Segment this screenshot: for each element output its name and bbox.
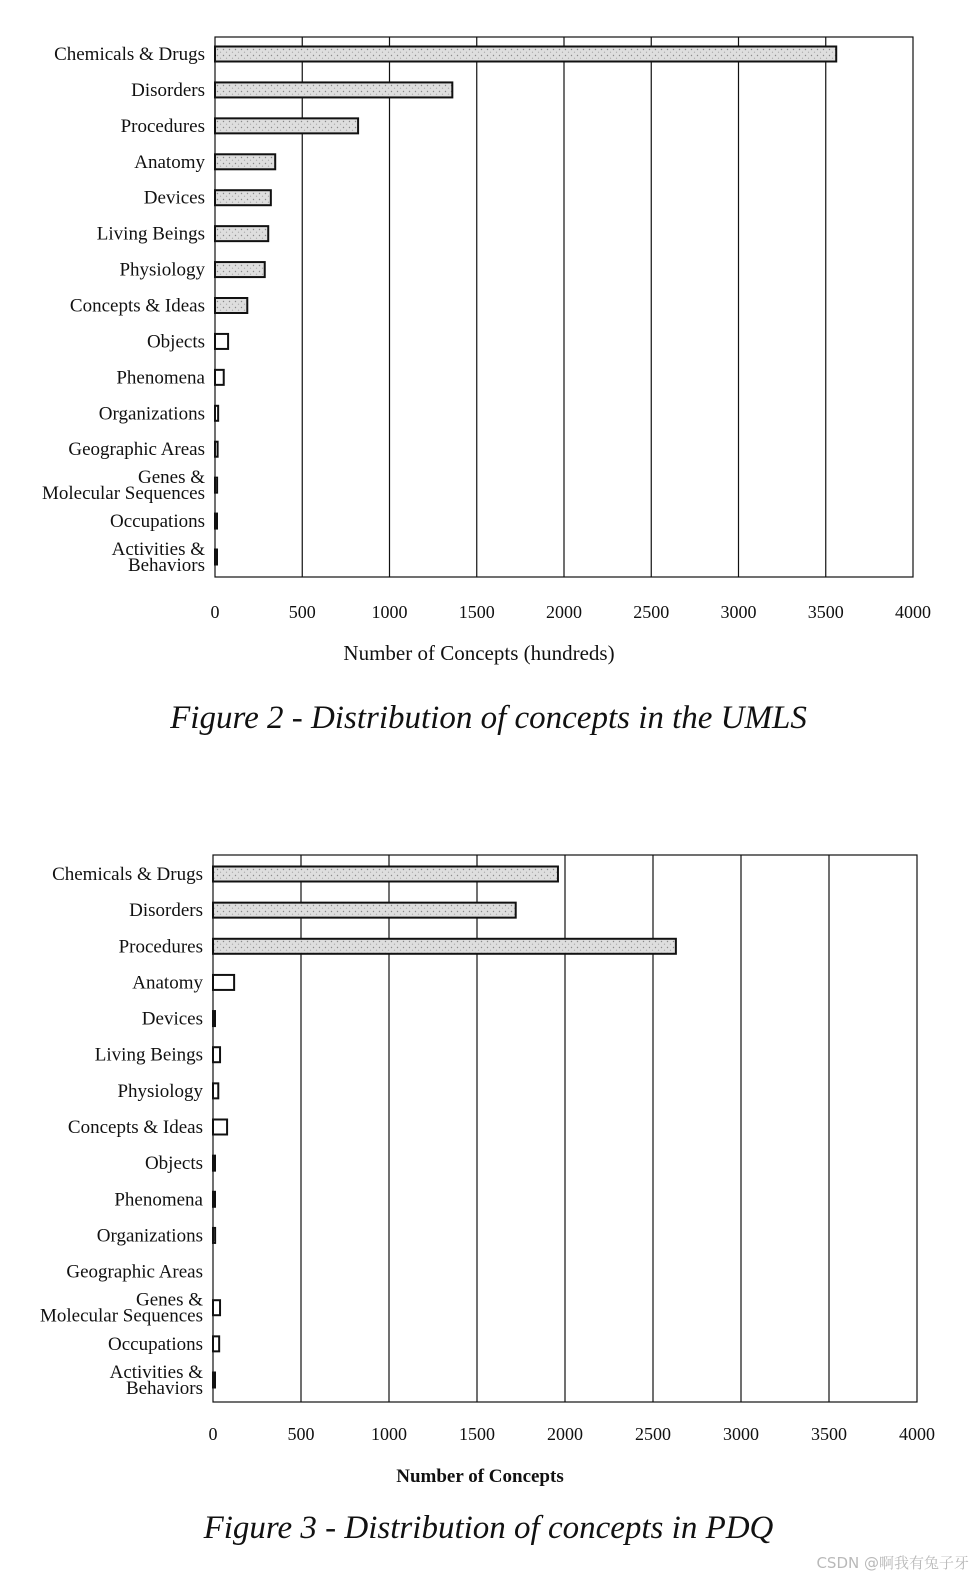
bar-objects [215,334,228,349]
category-label-physiology: Physiology [119,259,205,281]
x-tick-label-1000: 1000 [371,602,408,622]
bar-living-beings [213,1047,220,1062]
category-label-disorders: Disorders [129,900,203,922]
category-label-occupations: Occupations [108,1333,203,1355]
x-tick-label-2500: 2500 [635,1424,671,1444]
x-tick-label-3000: 3000 [723,1424,759,1444]
bar-geographic-areas [215,442,218,457]
bar-organizations [213,1228,215,1243]
category-label-living-beings: Living Beings [94,1044,203,1066]
umls-bar-chart [0,0,977,690]
category-label-objects: Objects [146,331,205,353]
category-label-chemicals-and-drugs: Chemicals & Drugs [54,44,205,65]
figure-2-caption: Figure 2 - Distribution of concepts in the UMLS [170,700,807,736]
x-tick-label-0: 0 [210,602,220,622]
x-tick-label-2000: 2000 [547,1424,583,1444]
bar-anatomy [213,975,234,990]
category-label-anatomy: Anatomy [134,151,205,173]
bar-phenomena [213,1192,215,1207]
category-label-activities-and-behaviors: Activities & Behaviors [109,1362,203,1399]
bar-objects [213,1156,215,1171]
pdq-bar-chart [0,820,977,1500]
x-tick-label-1000: 1000 [371,1424,407,1444]
x-tick-label-3500: 3500 [811,1424,847,1444]
category-label-disorders: Disorders [131,79,205,101]
x-tick-label-3000: 3000 [720,602,757,622]
figure-3-caption: Figure 3 - Distribution of concepts in PDQ [203,1510,774,1546]
bar-concepts-and-ideas [213,1120,227,1135]
x-tick-label-2500: 2500 [633,602,670,622]
category-label-anatomy: Anatomy [132,972,203,994]
x-tick-label-4000: 4000 [899,1424,935,1444]
category-label-devices: Devices [141,1008,203,1030]
category-label-procedures: Procedures [118,936,203,958]
x-tick-label-0: 0 [208,1424,218,1444]
bar-genes-and-molecular-sequences [213,1300,220,1315]
category-label-occupations: Occupations [110,511,205,533]
bar-devices [215,190,271,205]
bar-devices [213,1011,215,1026]
bar-occupations [215,514,217,529]
category-label-physiology: Physiology [117,1080,203,1102]
bar-procedures [215,118,358,133]
bar-phenomena [215,370,224,385]
x-tick-label-3500: 3500 [807,602,844,622]
x-tick-label-500: 500 [288,602,316,622]
bar-anatomy [215,154,275,169]
category-label-organizations: Organizations [98,403,205,425]
category-label-devices: Devices [143,187,205,209]
watermark: CSDN @啊我有兔子牙 [816,1554,969,1572]
category-label-phenomena: Phenomena [114,1189,203,1211]
x-tick-label-1500: 1500 [459,1424,495,1444]
bar-genes-and-molecular-sequences [215,478,217,493]
x-axis-title: Number of Concepts (hundreds) [343,641,615,665]
bar-physiology [215,262,265,277]
category-label-phenomena: Phenomena [116,367,205,389]
bar-concepts-and-ideas [215,298,247,313]
bar-organizations [215,406,218,421]
bar-chemicals-and-drugs [213,867,558,882]
bar-physiology [213,1083,218,1098]
x-tick-label-2000: 2000 [546,602,582,622]
category-label-genes-and-molecular-sequences: Genes & Molecular Sequences [41,467,205,505]
category-label-objects: Objects [144,1153,203,1175]
x-tick-label-1500: 1500 [458,602,495,622]
bar-chemicals-and-drugs [215,47,836,62]
category-label-concepts-and-ideas: Concepts & Ideas [67,1117,203,1138]
bar-activities-and-behaviors [215,550,217,565]
figure-3 [0,820,977,1577]
x-axis-title: Number of Concepts [396,1466,564,1487]
category-label-activities-and-behaviors: Activities & Behaviors [111,539,205,576]
category-label-geographic-areas: Geographic Areas [68,439,205,461]
category-label-geographic-areas: Geographic Areas [66,1261,203,1283]
category-label-genes-and-molecular-sequences: Genes & Molecular Sequences [39,1289,203,1327]
category-label-living-beings: Living Beings [96,223,205,245]
figure-2 [0,0,977,760]
bar-occupations [213,1336,219,1351]
x-tick-label-500: 500 [287,1424,315,1444]
bar-living-beings [215,226,268,241]
category-label-chemicals-and-drugs: Chemicals & Drugs [52,864,203,885]
bar-disorders [213,903,516,918]
category-label-organizations: Organizations [96,1225,203,1247]
bar-procedures [213,939,676,954]
x-tick-label-4000: 4000 [895,602,931,622]
bar-disorders [215,82,452,97]
bar-activities-and-behaviors [213,1373,215,1388]
category-label-concepts-and-ideas: Concepts & Ideas [69,295,205,317]
category-label-procedures: Procedures [120,115,205,137]
